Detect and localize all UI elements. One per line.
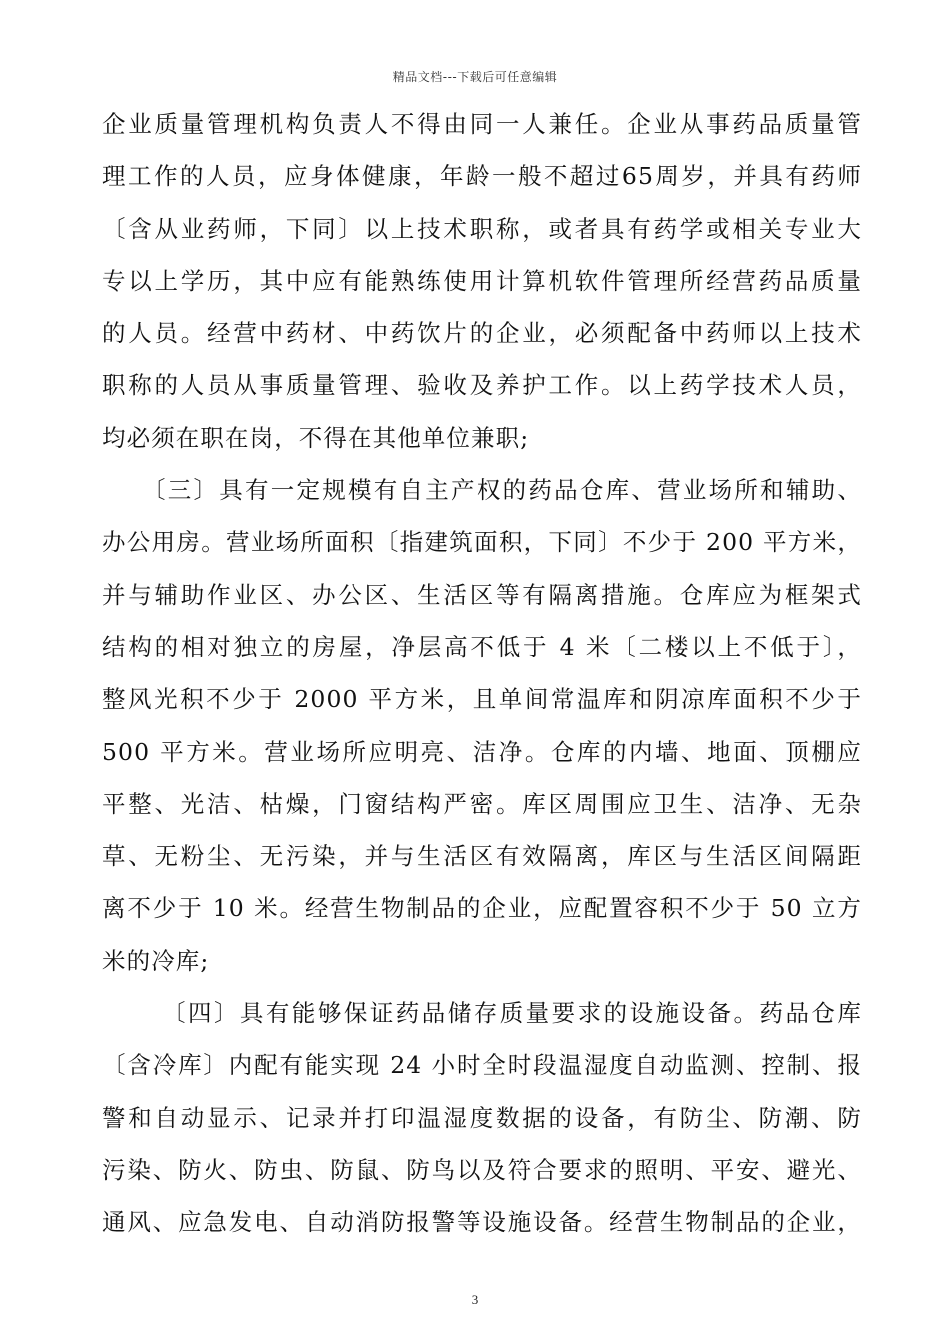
paragraph-start-line: 〔三〕具有一定规模有自主产权的药品仓库、营业场所和辅助、 xyxy=(142,476,862,505)
text-line: 〔含冷库〕内配有能实现 24 小时全时段温湿度自动监测、控制、报 xyxy=(102,1051,862,1080)
paragraph-start-line: 〔四〕具有能够保证药品储存质量要求的设施设备。药品仓库 xyxy=(162,999,862,1028)
page-number: 3 xyxy=(471,1292,479,1307)
body-text xyxy=(102,98,862,1249)
page-header: 精品文档---下载后可任意编辑 xyxy=(392,70,558,84)
text-line: 通风、应急发电、自动消防报警等设施设备。经营生物制品的企业， xyxy=(102,1208,862,1237)
text-line: 平整、光洁、枯燥，门窗结构严密。库区周围应卫生、洁净、无杂 xyxy=(102,789,862,818)
text-line: 专以上学历，其中应有能熟练使用计算机软件管理所经营药品质量 xyxy=(102,266,862,295)
text-line: 警和自动显示、记录并打印温湿度数据的设备，有防尘、防潮、防 xyxy=(102,1103,862,1132)
text-line: 办公用房。营业场所面积〔指建筑面积，下同〕不少于 200 平方米， xyxy=(102,528,862,557)
text-line: 500 平方米。营业场所应明亮、洁净。仓库的内墙、地面、顶棚应 xyxy=(102,737,862,766)
text-line: 企业质量管理机构负责人不得由同一人兼任。企业从事药品质量管 xyxy=(102,110,862,138)
text-line: 并与辅助作业区、办公区、生活区等有隔离措施。仓库应为框架式 xyxy=(102,580,862,609)
text-line: 理工作的人员，应身体健康，年龄一般不超过65周岁，并具有药师 xyxy=(102,162,862,191)
text-line: 米的冷库; xyxy=(102,946,210,975)
text-line: 均必须在职在岗，不得在其他单位兼职; xyxy=(102,423,530,452)
text-line: 〔含从业药师，下同〕以上技术职称，或者具有药学或相关专业大 xyxy=(102,214,862,243)
text-line: 的人员。经营中药材、中药饮片的企业，必须配备中药师以上技术 xyxy=(102,319,862,348)
text-line: 污染、防火、防虫、防鼠、防鸟以及符合要求的照明、平安、避光、 xyxy=(102,1155,862,1184)
text-line: 整风光积不少于 2000 平方米，且单间常温库和阴凉库面积不少于 xyxy=(102,685,862,714)
text-line: 离不少于 10 米。经营生物制品的企业，应配置容积不少于 50 立方 xyxy=(102,894,862,923)
text-line: 职称的人员从事质量管理、验收及养护工作。以上药学技术人员， xyxy=(102,371,862,400)
text-line: 草、无粉尘、无污染，并与生活区有效隔离，库区与生活区间隔距 xyxy=(102,842,862,871)
text-line: 结构的相对独立的房屋，净层高不低于 4 米〔二楼以上不低于〕， xyxy=(102,632,862,661)
